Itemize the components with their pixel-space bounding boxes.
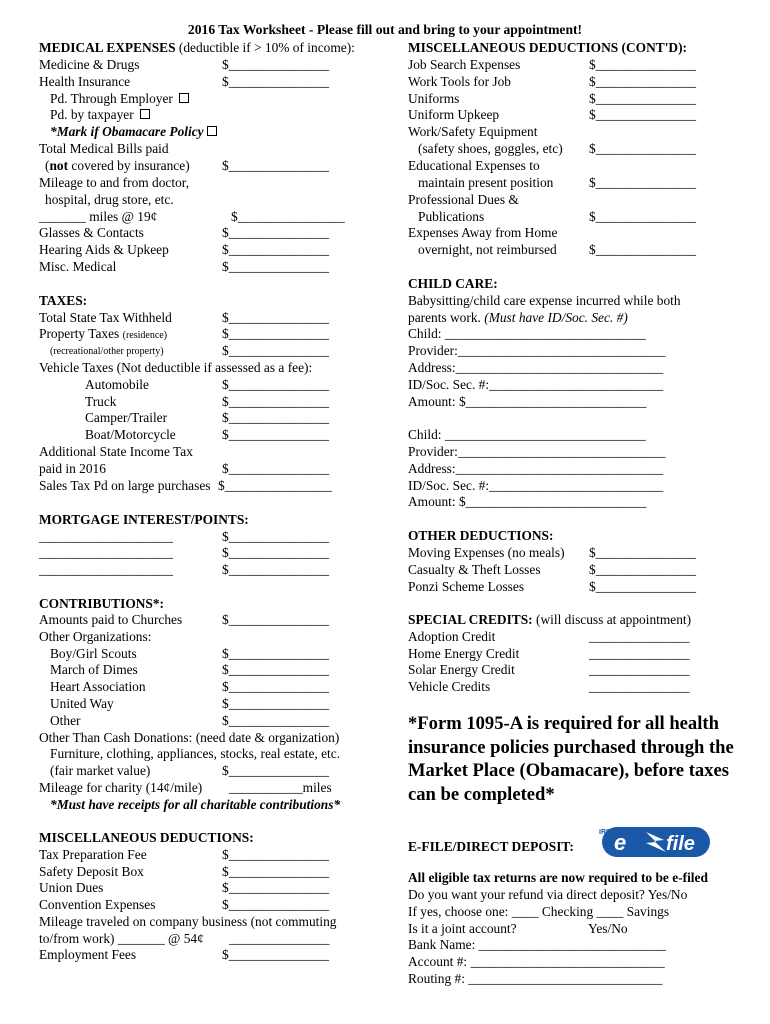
job-search-label: Job Search Expenses: [408, 57, 521, 72]
prep-fee-label: Tax Preparation Fee: [39, 847, 147, 862]
taxpayer-checkbox[interactable]: [140, 109, 150, 119]
receipts-note: *Must have receipts for all charitable contributions*: [50, 797, 341, 812]
mortgage-header: MORTGAGE INTEREST/POINTS:: [39, 512, 249, 527]
provider-1-field[interactable]: Provider:_______________________________: [408, 343, 666, 358]
prep-fee-field[interactable]: $_______________: [222, 847, 330, 862]
moving-label: Moving Expenses (no meals): [408, 545, 565, 560]
recreational-property-label: (recreational/other property): [50, 346, 164, 357]
camper-field[interactable]: $_______________: [222, 410, 330, 425]
efile-logo-graphic: [596, 823, 714, 861]
automobile-field[interactable]: $_______________: [222, 377, 330, 392]
health-insurance-field[interactable]: $_______________: [222, 74, 330, 89]
uniforms-field[interactable]: $_______________: [589, 91, 697, 106]
truck-field[interactable]: $_______________: [222, 394, 330, 409]
total-medical-bills-label: Total Medical Bills paid: [39, 141, 169, 156]
vehicle-credits-field[interactable]: _______________: [589, 679, 690, 694]
logo-file-text: file: [666, 833, 695, 855]
child-1-field[interactable]: Child: ______________________________: [408, 326, 646, 341]
taxes-header: TAXES:: [39, 293, 88, 308]
bank-name-field[interactable]: Bank Name: ____________________________: [408, 937, 667, 952]
health-insurance-label: Health Insurance: [39, 74, 131, 89]
union-dues-field[interactable]: $_______________: [222, 880, 330, 895]
sales-tax-field[interactable]: $________________: [218, 478, 332, 493]
joint-account-answer[interactable]: Yes/No: [588, 921, 628, 936]
direct-deposit-question[interactable]: Do you want your refund via direct deposit? Yes/No: [408, 887, 688, 902]
account-type-choice[interactable]: If yes, choose one: ____ Checking ____ Savings: [408, 904, 670, 919]
business-mileage-field[interactable]: _______________: [229, 931, 330, 946]
glasses-label: Glasses & Contacts: [39, 225, 144, 240]
worksheet-title: 2016 Tax Worksheet - Please fill out and bring to your appointment!: [187, 22, 583, 37]
boat-field[interactable]: $_______________: [222, 427, 330, 442]
away-from-home-field[interactable]: $_______________: [589, 242, 697, 257]
mortgage-lender-field-3[interactable]: ____________________: [39, 562, 173, 577]
medical-mileage-amount-field[interactable]: $________________: [231, 209, 345, 224]
prof-dues-label: Professional Dues &: [408, 192, 519, 207]
casualty-field[interactable]: $_______________: [589, 562, 697, 577]
additional-state-tax-label: Additional State Income Tax: [39, 444, 193, 459]
scouts-label: Boy/Girl Scouts: [50, 646, 137, 661]
paid-by-taxpayer: Pd. by taxpayer: [50, 107, 150, 123]
account-number-field[interactable]: Account #: _____________________________: [408, 954, 665, 969]
publications-label: Publications: [418, 209, 485, 224]
casualty-label: Casualty & Theft Losses: [408, 562, 541, 577]
joint-account-question: Is it a joint account?: [408, 921, 517, 936]
paid-through-employer: Pd. Through Employer: [50, 91, 189, 107]
deposit-box-label: Safety Deposit Box: [39, 864, 144, 879]
form-1095a-notice: *Form 1095-A is required for all health insurance policies purchased through the Market Place (Obamacare), before taxes can be completed*: [408, 713, 734, 805]
amount-1-field[interactable]: Amount: $___________________________: [408, 394, 647, 409]
job-search-field[interactable]: $_______________: [589, 57, 697, 72]
medical-header: MEDICAL EXPENSES (deductible if > 10% of income):: [39, 40, 355, 55]
efile-header: E-FILE/DIRECT DEPOSIT:: [408, 839, 574, 854]
noncash-field[interactable]: $_______________: [222, 763, 330, 778]
heart-label: Heart Association: [50, 679, 146, 694]
property-tax-recreational-field[interactable]: $_______________: [222, 343, 330, 358]
other-orgs-label: Other Organizations:: [39, 629, 152, 644]
business-mileage-label-2[interactable]: to/from work) _______ @ 54¢: [39, 931, 204, 946]
adoption-label: Adoption Credit: [408, 629, 496, 644]
work-tools-label: Work Tools for Job: [408, 74, 511, 89]
churches-label: Amounts paid to Churches: [39, 612, 183, 627]
away-from-home-label-2: overnight, not reimbursed: [418, 242, 557, 257]
obamacare-checkbox[interactable]: [207, 126, 217, 136]
mortgage-lender-field-2[interactable]: ____________________: [39, 545, 173, 560]
child-care-desc-2: parents work. (Must have ID/Soc. Sec. #): [408, 310, 628, 325]
amount-2-field[interactable]: Amount: $___________________________: [408, 494, 647, 509]
other-deductions-header: OTHER DEDUCTIONS:: [408, 528, 554, 543]
united-way-field[interactable]: $_______________: [222, 696, 330, 711]
ponzi-label: Ponzi Scheme Losses: [408, 579, 525, 594]
dimes-field[interactable]: $_______________: [222, 662, 330, 677]
address-2-field[interactable]: Address:_______________________________: [408, 461, 664, 476]
adoption-field[interactable]: _______________: [589, 629, 690, 644]
away-from-home-label: Expenses Away from Home: [408, 225, 558, 240]
special-credits-header: SPECIAL CREDITS: (will discuss at appointment): [408, 612, 692, 627]
home-energy-field[interactable]: _______________: [589, 646, 690, 661]
mortgage-lender-field-1[interactable]: ____________________: [39, 529, 173, 544]
provider-2-field[interactable]: Provider:_______________________________: [408, 444, 666, 459]
medical-miles-field[interactable]: _______ miles @ 19¢: [39, 209, 158, 224]
union-dues-label: Union Dues: [39, 880, 104, 895]
solar-field[interactable]: _______________: [589, 662, 690, 677]
state-tax-field[interactable]: $_______________: [222, 310, 330, 325]
hearing-aids-label: Hearing Aids & Upkeep: [39, 242, 169, 257]
furniture-label: Furniture, clothing, appliances, stocks, real estate, etc.: [50, 746, 341, 761]
sales-tax-label: Sales Tax Pd on large purchases: [39, 478, 211, 493]
state-tax-label: Total State Tax Withheld: [39, 310, 172, 325]
convention-label: Convention Expenses: [39, 897, 156, 912]
boat-label: Boat/Motorcycle: [85, 427, 176, 442]
dimes-label: March of Dimes: [50, 662, 138, 677]
mortgage-amount-field-1[interactable]: $_______________: [222, 529, 330, 544]
solar-label: Solar Energy Credit: [408, 662, 515, 677]
routing-number-field[interactable]: Routing #: _____________________________: [408, 971, 663, 986]
charity-mileage-label: Mileage for charity (14¢/mile): [39, 780, 203, 795]
safety-equipment-field[interactable]: $_______________: [589, 141, 697, 156]
glasses-field[interactable]: $_______________: [222, 225, 330, 240]
scouts-field[interactable]: $_______________: [222, 646, 330, 661]
medicine-drugs-label: Medicine & Drugs: [39, 57, 140, 72]
address-1-field[interactable]: Address:_______________________________: [408, 360, 664, 375]
hearing-aids-field[interactable]: $_______________: [222, 242, 330, 257]
child-care-header: CHILD CARE:: [408, 276, 498, 291]
not-covered-label: (not covered by insurance): [45, 158, 190, 173]
property-tax-residence-field[interactable]: $_______________: [222, 326, 330, 341]
uniform-upkeep-label: Uniform Upkeep: [408, 107, 500, 122]
additional-state-tax-field[interactable]: $_______________: [222, 461, 330, 476]
employment-fees-field[interactable]: $_______________: [222, 947, 330, 962]
camper-label: Camper/Trailer: [85, 410, 168, 425]
child-care-desc: Babysitting/child care expense incurred while both: [408, 293, 681, 308]
employer-checkbox[interactable]: [179, 93, 189, 103]
fmv-label: (fair market value): [50, 763, 151, 778]
other-org-label: Other: [50, 713, 81, 728]
mortgage-amount-field-3[interactable]: $_______________: [222, 562, 330, 577]
other-org-field[interactable]: $_______________: [222, 713, 330, 728]
vehicle-taxes-label: Vehicle Taxes (Not deductible if assessed as a fee):: [39, 360, 313, 375]
convention-field[interactable]: $_______________: [222, 897, 330, 912]
property-tax-label: Property Taxes (residence): [39, 326, 168, 341]
moving-field[interactable]: $_______________: [589, 545, 697, 560]
work-tools-field[interactable]: $_______________: [589, 74, 697, 89]
efile-required-note: All eligible tax returns are now required to be e-filed: [408, 870, 708, 885]
misc-medical-label: Misc. Medical: [39, 259, 117, 274]
uniform-upkeep-field[interactable]: $_______________: [589, 107, 697, 122]
deposit-box-field[interactable]: $_______________: [222, 864, 330, 879]
mileage-doctor-label-2: hospital, drug store, etc.: [45, 192, 174, 207]
irs-efile-logo: [596, 823, 714, 861]
child-2-field[interactable]: Child: ______________________________: [408, 427, 646, 442]
automobile-label: Automobile: [85, 377, 149, 392]
obamacare-policy: *Mark if Obamacare Policy: [50, 124, 217, 140]
id-1-field[interactable]: ID/Soc. Sec. #:__________________________: [408, 377, 664, 392]
ponzi-field[interactable]: $_______________: [589, 579, 697, 594]
education-field[interactable]: $_______________: [589, 175, 697, 190]
business-mileage-label: Mileage traveled on company business (not commuting: [39, 914, 337, 929]
safety-equipment-label-2: (safety shoes, goggles, etc): [418, 141, 563, 156]
united-way-label: United Way: [50, 696, 114, 711]
prof-dues-field[interactable]: $_______________: [589, 209, 697, 224]
medicine-drugs-field[interactable]: $_______________: [222, 57, 330, 72]
uniforms-label: Uniforms: [408, 91, 460, 106]
safety-equipment-label: Work/Safety Equipment: [408, 124, 538, 139]
logo-e-letter: e: [614, 830, 627, 855]
logo-irs-text: IRS: [599, 829, 611, 836]
mortgage-amount-field-2[interactable]: $_______________: [222, 545, 330, 560]
contributions-header: CONTRIBUTIONS*:: [39, 596, 165, 611]
noncash-label: Other Than Cash Donations: (need date & organization): [39, 730, 340, 745]
mileage-doctor-label: Mileage to and from doctor,: [39, 175, 190, 190]
misc-contd-header: MISCELLANEOUS DEDUCTIONS (CONT'D):: [408, 40, 688, 55]
id-2-field[interactable]: ID/Soc. Sec. #:__________________________: [408, 478, 664, 493]
churches-field[interactable]: $_______________: [222, 612, 330, 627]
education-label-2: maintain present position: [418, 175, 554, 190]
home-energy-label: Home Energy Credit: [408, 646, 520, 661]
misc-medical-field[interactable]: $_______________: [222, 259, 330, 274]
total-medical-bills-field[interactable]: $_______________: [222, 158, 330, 173]
heart-field[interactable]: $_______________: [222, 679, 330, 694]
paid-in-2016-label: paid in 2016: [39, 461, 106, 476]
misc-deductions-header: MISCELLANEOUS DEDUCTIONS:: [39, 830, 254, 845]
employment-fees-label: Employment Fees: [39, 947, 137, 962]
charity-miles-field[interactable]: ___________miles: [229, 780, 332, 795]
vehicle-credits-label: Vehicle Credits: [408, 679, 491, 694]
truck-label: Truck: [85, 394, 117, 409]
education-label: Educational Expenses to: [408, 158, 540, 173]
